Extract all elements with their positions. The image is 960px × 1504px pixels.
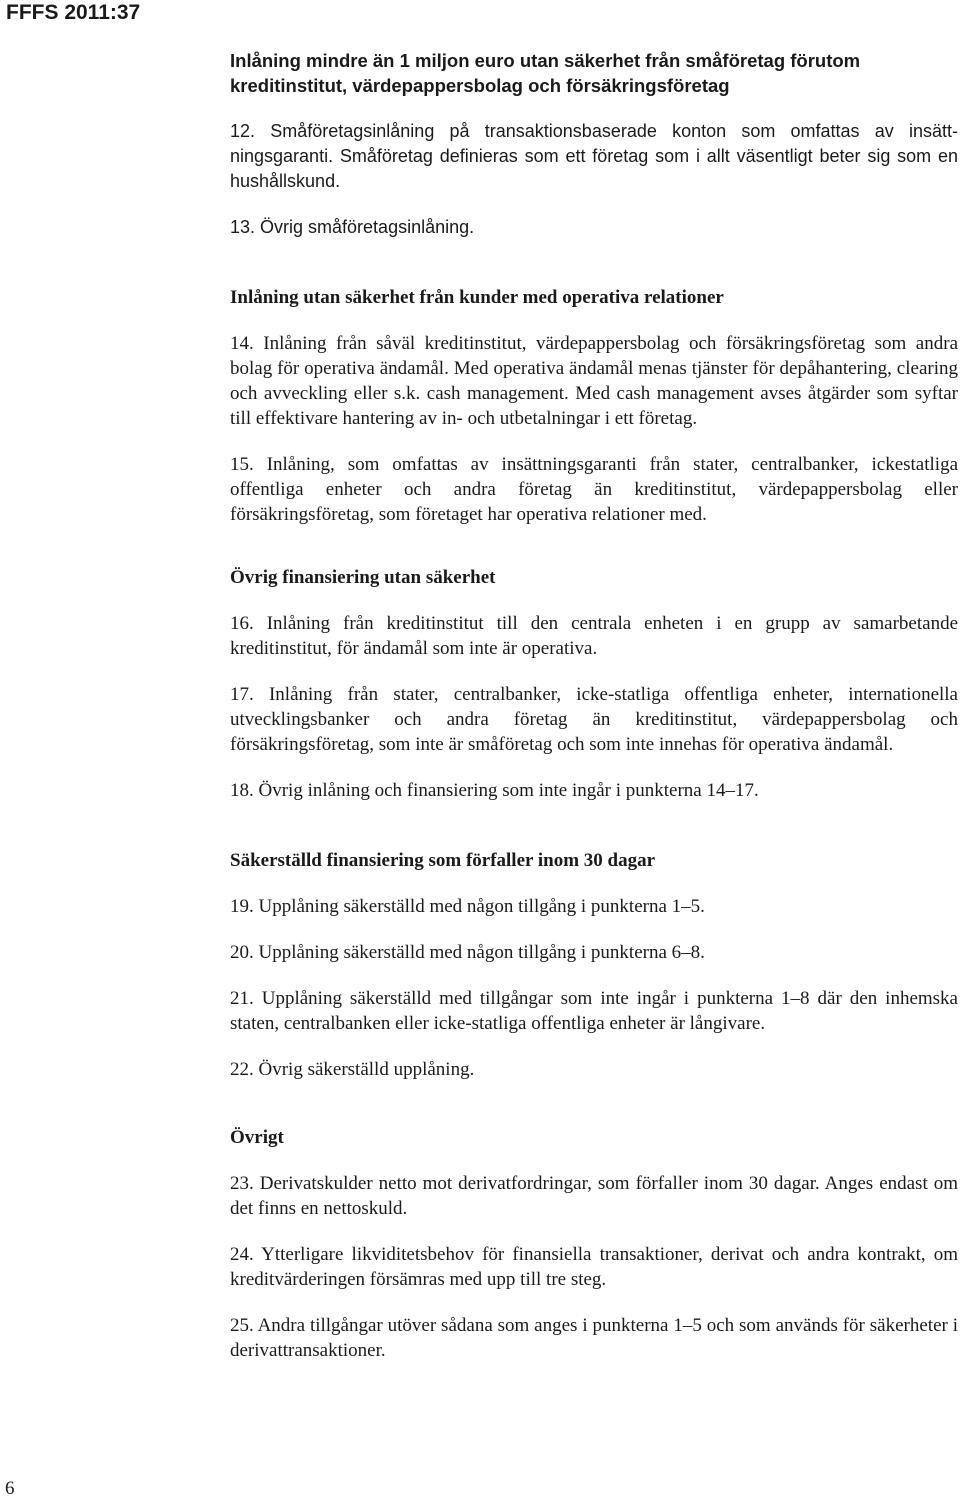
- paragraph-22: 22. Övrig säkerställd upplåning.: [230, 1059, 475, 1080]
- paragraph-17: 17. Inlåning från stater, centralbanker, icke-statliga offentliga enheter, internationella utvecklingsbanker och andra företag än kreditinstitut, värdepappersbolag och försäkringsföretag, som inte är småföretag och som inte innehas för operativa ändamål.: [230, 684, 958, 755]
- paragraph-12: 12. Småföretagsinlåning på transaktionsbaserade konton som omfattas av insättningsgaranti. Småföretag definieras som ett företag som i allt väsentligt beter sig som en hushållskund.: [230, 121, 958, 191]
- page-number: 6: [5, 1478, 15, 1499]
- paragraph-15: 15. Inlåning, som omfattas av insättningsgaranti från stater, centralbanker, ickestatliga offentliga enheter och andra företag än kreditinstitut, värdepappersbolag eller försäkringsföretag, som företaget har operativa relationer med.: [230, 454, 958, 525]
- section-heading-operational-relations: Inlåning utan säkerhet från kunder med operativa relationer: [230, 287, 724, 308]
- section-heading-small-business-deposits: Inlåning mindre än 1 miljon euro utan säkerhet från småföretag förutom kreditinstitut, värdepappersbolag och försäkringsföretag: [230, 50, 861, 96]
- paragraph-23: 23. Derivatskulder netto mot derivatfordringar, som förfaller inom 30 dagar. Anges endast om det finns en nettoskuld.: [230, 1173, 958, 1219]
- paragraph-19: 19. Upplåning säkerställd med någon tillgång i punkterna 1–5.: [230, 896, 705, 917]
- paragraph-16: 16. Inlåning från kreditinstitut till den centrala enheten i en grupp av samarbetande kreditinstitut, för ändamål som inte är operativa.: [230, 613, 958, 659]
- paragraph-24: 24. Ytterligare likviditetsbehov för finansiella transaktioner, derivat och andra kontrakt, om kreditvärderingen försämras med upp till tre steg.: [230, 1244, 958, 1290]
- paragraph-20: 20. Upplåning säkerställd med någon tillgång i punkterna 6–8.: [230, 942, 705, 963]
- paragraph-25: 25. Andra tillgångar utöver sådana som anges i punkterna 1–5 och som används för säkerheter i derivattransaktioner.: [230, 1315, 958, 1361]
- paragraph-21: 21. Upplåning säkerställd med tillgångar som inte ingår i punkterna 1–8 där den inhemska staten, centralbanken eller icke-statliga offentliga enheter är långivare.: [230, 988, 958, 1034]
- paragraph-14: 14. Inlåning från såväl kreditinstitut, värdepappersbolag och försäkringsföretag som andra bolag för operativa ändamål. Med operativa ändamål menas tjänster för depåhantering, clearing och avveckling eller s.k. cash management. Med cash management avses åtgärder som syftar till effektivare hantering av in- och utbetalningar i ett företag.: [230, 333, 958, 429]
- section-heading-other: Övrigt: [230, 1127, 284, 1148]
- section-heading-other-unsecured-funding: Övrig finansiering utan säkerhet: [230, 567, 496, 588]
- paragraph-18: 18. Övrig inlåning och finansiering som inte ingår i punkterna 14–17.: [230, 780, 759, 801]
- paragraph-13: 13. Övrig småföretagsinlåning.: [230, 217, 475, 237]
- document-body: [230, 48, 958, 1363]
- section-heading-secured-funding: Säkerställd finansiering som förfaller inom 30 dagar: [230, 850, 656, 871]
- running-head: FFFS 2011:37: [6, 1, 141, 24]
